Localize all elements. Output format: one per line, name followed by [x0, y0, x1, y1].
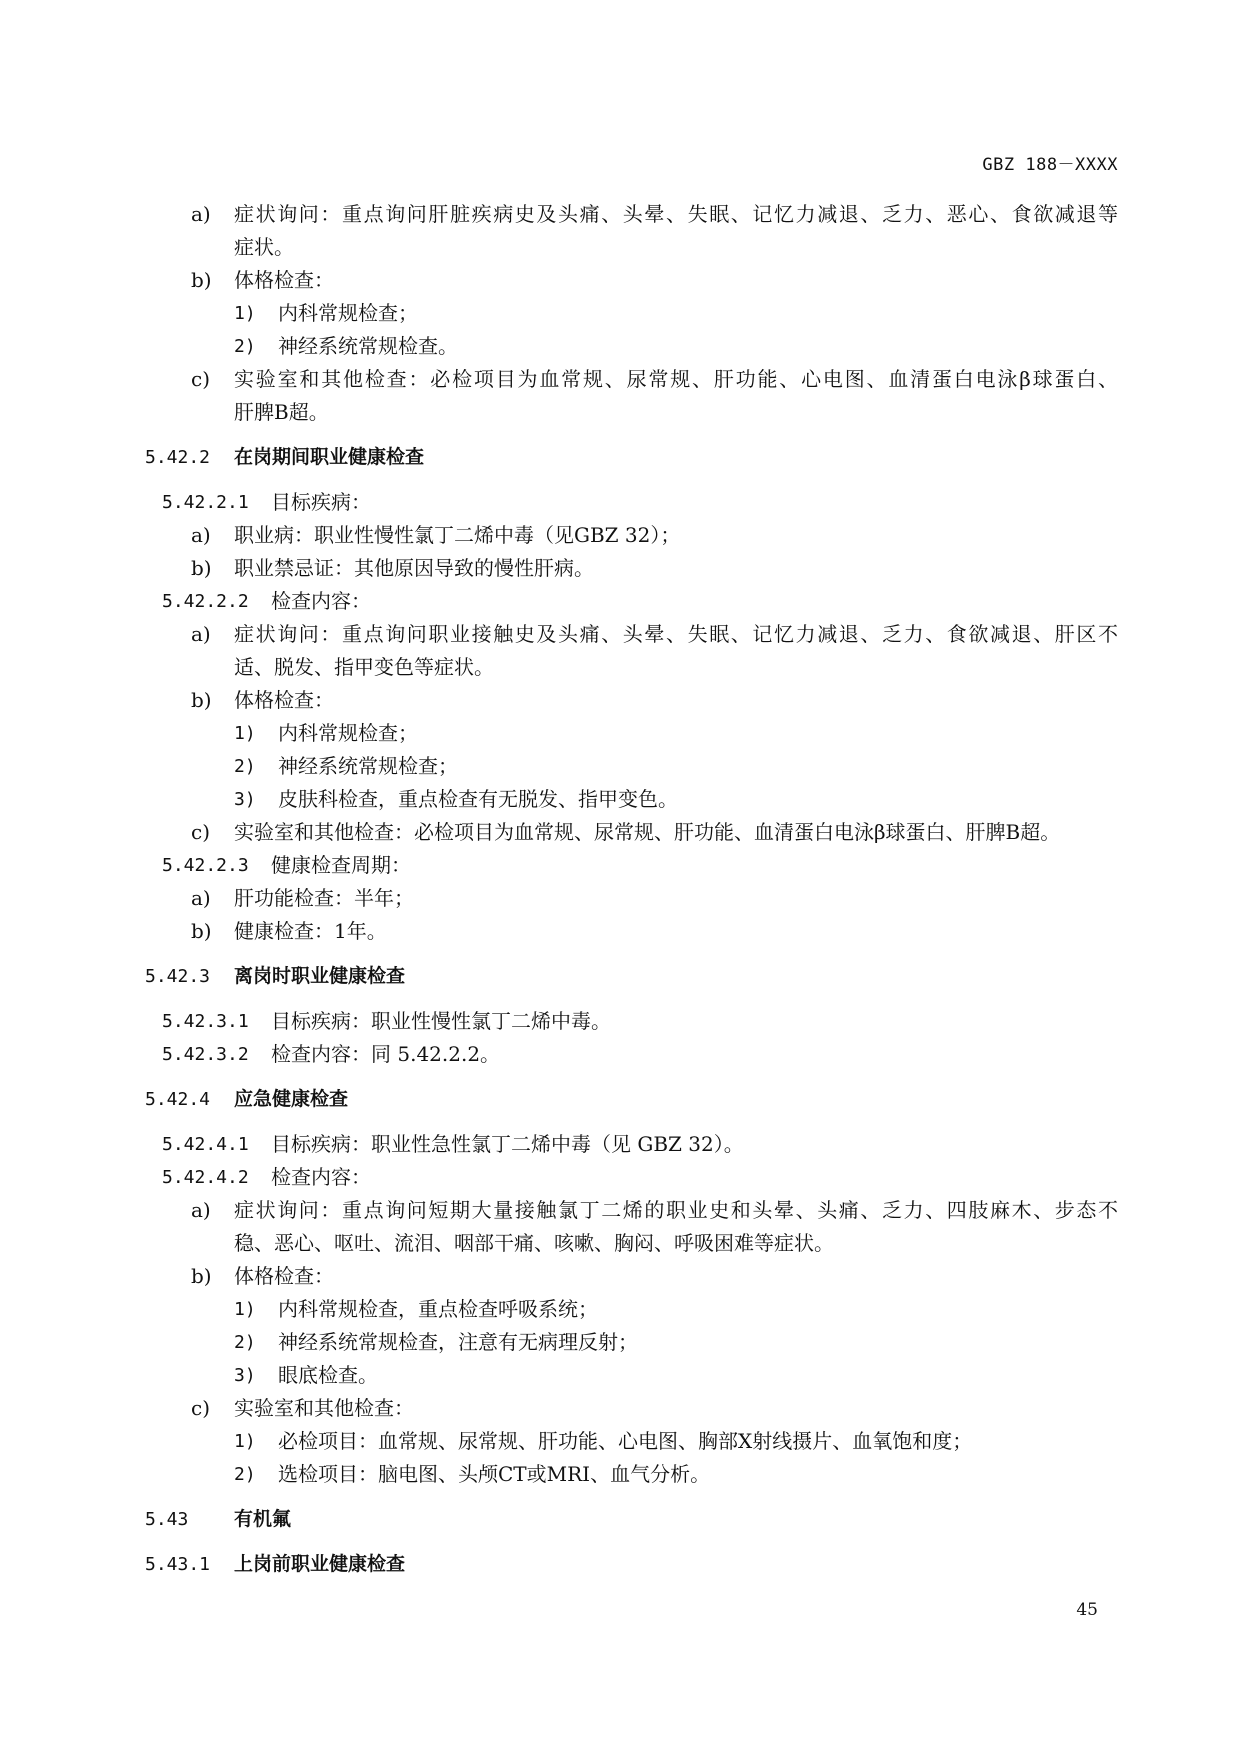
item-text: 健康检查：1年。	[234, 919, 387, 943]
list-item	[0, 552, 1241, 585]
item-label: 2)	[234, 756, 256, 777]
item-label: 5.42.3	[145, 966, 211, 987]
subsection-line	[0, 849, 1241, 882]
item-label: a)	[191, 523, 211, 547]
item-text: 应急健康检查	[234, 1088, 349, 1110]
list-item	[0, 1359, 1241, 1392]
subsection-line	[0, 1038, 1241, 1071]
item-text: 症状询问：重点询问短期大量接触氯丁二烯的职业史和头晕、头痛、乏力、四肢麻木、步态不	[234, 1198, 1118, 1222]
list-item	[0, 1260, 1241, 1293]
list-item	[0, 330, 1241, 363]
item-text: 体格检查：	[234, 688, 334, 712]
item-text: 健康检查周期：	[271, 853, 411, 877]
section-heading	[0, 1503, 1241, 1536]
item-label: 5.42.4.2	[162, 1167, 249, 1188]
item-label: 2)	[234, 336, 256, 357]
item-label: b)	[191, 688, 212, 712]
list-item	[0, 717, 1241, 750]
item-text: 离岗时职业健康检查	[234, 965, 406, 987]
list-item	[0, 1194, 1241, 1227]
item-text: 有机氟	[234, 1508, 292, 1530]
item-text: 目标疾病：职业性慢性氯丁二烯中毒。	[271, 1009, 611, 1033]
list-item	[0, 651, 1241, 684]
page-number: 45	[1076, 1600, 1098, 1620]
list-item	[0, 915, 1241, 948]
item-label: b)	[191, 556, 212, 580]
item-text: 神经系统常规检查。	[278, 334, 458, 358]
item-text: 神经系统常规检查，注意有无病理反射；	[278, 1330, 638, 1354]
item-label: 5.42.4.1	[162, 1134, 249, 1155]
list-item	[0, 231, 1241, 264]
item-label: 5.42.2.2	[162, 591, 249, 612]
item-text: 必检项目：血常规、尿常规、肝功能、心电图、胸部X射线摄片、血氧饱和度；	[278, 1429, 973, 1453]
item-label: a)	[191, 202, 211, 226]
item-text: 选检项目：脑电图、头颅CT或MRI、血气分析。	[278, 1462, 711, 1486]
item-text: 上岗前职业健康检查	[234, 1553, 406, 1575]
item-text: 在岗期间职业健康检查	[234, 446, 425, 468]
item-label: 1)	[234, 303, 256, 324]
item-text: 症状询问：重点询问肝脏疾病史及头痛、头晕、失眠、记忆力减退、乏力、恶心、食欲减退等	[234, 202, 1118, 226]
subsection-line	[0, 585, 1241, 618]
item-text: 实验室和其他检查：	[234, 1396, 414, 1420]
list-item	[0, 882, 1241, 915]
section-heading	[0, 441, 1241, 474]
item-text: 职业病：职业性慢性氯丁二烯中毒（见GBZ 32）；	[234, 523, 681, 547]
item-text: 适、脱发、指甲变色等症状。	[234, 655, 494, 679]
item-label: 1)	[234, 1431, 256, 1452]
list-item	[0, 198, 1241, 231]
item-text: 神经系统常规检查；	[278, 754, 458, 778]
item-text: 体格检查：	[234, 1264, 334, 1288]
list-item	[0, 1293, 1241, 1326]
item-text: 肝脾B超。	[234, 400, 329, 424]
item-text: 内科常规检查；	[278, 721, 418, 745]
list-item	[0, 363, 1241, 396]
item-label: 5.42.2.1	[162, 492, 249, 513]
subsection-line	[0, 1161, 1241, 1194]
document-body	[0, 198, 1241, 1581]
subsection-line	[0, 1128, 1241, 1161]
item-label: c)	[191, 820, 211, 844]
list-item	[0, 1227, 1241, 1260]
list-item	[0, 618, 1241, 651]
item-label: 5.43.1	[145, 1554, 211, 1575]
item-text: 体格检查：	[234, 268, 334, 292]
item-text: 目标疾病：	[271, 490, 371, 514]
item-label: b)	[191, 268, 212, 292]
section-heading	[0, 1548, 1241, 1581]
list-item	[0, 1392, 1241, 1425]
item-text: 皮肤科检查，重点检查有无脱发、指甲变色。	[278, 787, 678, 811]
item-text: 症状询问：重点询问职业接触史及头痛、头晕、失眠、记忆力减退、乏力、食欲减退、肝区不	[234, 622, 1118, 646]
list-item	[0, 684, 1241, 717]
item-text: 职业禁忌证：其他原因导致的慢性肝病。	[234, 556, 594, 580]
item-label: 5.42.4	[145, 1089, 211, 1110]
item-label: b)	[191, 1264, 212, 1288]
list-item	[0, 1326, 1241, 1359]
item-label: 1)	[234, 723, 256, 744]
list-item	[0, 1425, 1241, 1458]
list-item	[0, 750, 1241, 783]
item-text: 实验室和其他检查：必检项目为血常规、尿常规、肝功能、血清蛋白电泳β球蛋白、肝脾B超。	[234, 820, 1061, 844]
item-label: a)	[191, 1198, 211, 1222]
item-label: 3)	[234, 789, 256, 810]
item-label: 2)	[234, 1464, 256, 1485]
item-label: c)	[191, 1396, 211, 1420]
item-label: 5.42.3.2	[162, 1044, 249, 1065]
item-label: a)	[191, 886, 211, 910]
section-heading	[0, 960, 1241, 993]
section-heading	[0, 1083, 1241, 1116]
item-text: 检查内容：	[271, 1165, 371, 1189]
list-item	[0, 783, 1241, 816]
item-text: 检查内容：同 5.42.2.2。	[271, 1042, 501, 1066]
item-label: b)	[191, 919, 212, 943]
list-item	[0, 264, 1241, 297]
item-text: 内科常规检查，重点检查呼吸系统；	[278, 1297, 598, 1321]
item-text: 肝功能检查：半年；	[234, 886, 414, 910]
list-item	[0, 396, 1241, 429]
list-item	[0, 816, 1241, 849]
item-label: a)	[191, 622, 211, 646]
item-label: 5.42.2	[145, 447, 211, 468]
item-text: 稳、恶心、呕吐、流泪、咽部干痛、咳嗽、胸闷、呼吸困难等症状。	[234, 1231, 834, 1255]
item-text: 目标疾病：职业性急性氯丁二烯中毒（见 GBZ 32）。	[271, 1132, 744, 1156]
item-label: 5.42.3.1	[162, 1011, 249, 1032]
subsection-line	[0, 1005, 1241, 1038]
item-label: c)	[191, 367, 211, 391]
list-item	[0, 297, 1241, 330]
item-text: 眼底检查。	[278, 1363, 378, 1387]
list-item	[0, 1458, 1241, 1491]
item-text: 检查内容：	[271, 589, 371, 613]
item-text: 内科常规检查；	[278, 301, 418, 325]
list-item	[0, 519, 1241, 552]
subsection-line	[0, 486, 1241, 519]
item-label: 2)	[234, 1332, 256, 1353]
item-text: 实验室和其他检查：必检项目为血常规、尿常规、肝功能、心电图、血清蛋白电泳β球蛋白、	[234, 367, 1118, 391]
item-label: 1)	[234, 1299, 256, 1320]
item-text: 症状。	[234, 235, 294, 259]
item-label: 3)	[234, 1365, 256, 1386]
item-label: 5.42.2.3	[162, 855, 249, 876]
standard-code: GBZ 188－XXXX	[982, 155, 1118, 175]
item-label: 5.43	[145, 1509, 189, 1530]
